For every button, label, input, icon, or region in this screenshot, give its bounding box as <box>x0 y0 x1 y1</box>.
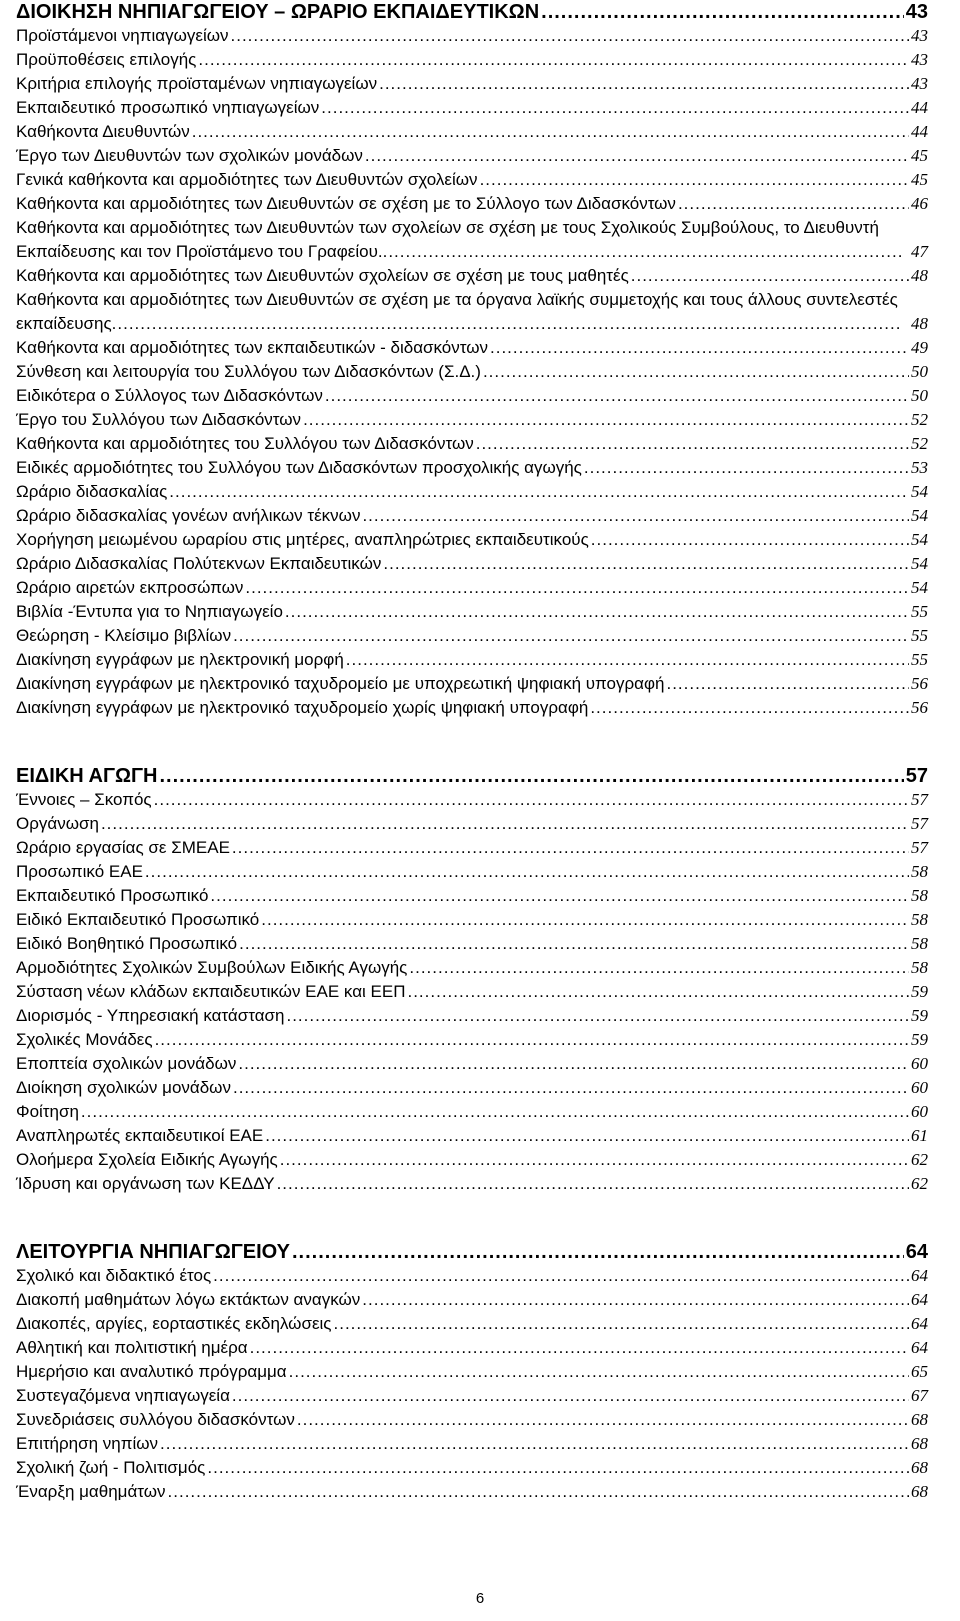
toc-entry-title: Ωράριο διδασκαλίας γονέων ανήλικων τέκνων <box>16 506 361 525</box>
toc-entry-page: 58 <box>911 910 928 929</box>
toc-entry[interactable] <box>16 1360 928 1384</box>
dot-leader <box>346 648 909 672</box>
toc-entry-page: 43 <box>911 74 928 93</box>
dot-leader <box>169 480 909 504</box>
toc-entry[interactable] <box>16 1312 928 1336</box>
toc-entry[interactable] <box>16 672 928 696</box>
toc-entry-title: Ολοήμερα Σχολεία Ειδικής Αγωγής <box>16 1150 278 1169</box>
toc-entry-page: 60 <box>911 1078 928 1097</box>
toc-section <box>16 0 928 720</box>
toc-entry[interactable] <box>16 336 928 360</box>
toc-entry-title: Καθήκοντα και αρμοδιότητες των Διευθυντών σε σχέση με τα όργανα λαϊκής συμμετοχής και τους άλλους συντελεστές εκπαίδευσης <box>16 290 898 333</box>
dot-leader <box>365 144 909 168</box>
dot-leader <box>480 168 909 192</box>
toc-entry[interactable] <box>16 48 928 72</box>
toc-entry-title: Διορισμός - Υπηρεσιακή κατάσταση <box>16 1006 285 1025</box>
section-heading[interactable] <box>16 764 928 788</box>
dot-leader: .......................................................................................................................................... <box>111 314 902 333</box>
toc-entry-title: Εκπαιδευτικό Προσωπικό <box>16 886 209 905</box>
toc-entry-page: 55 <box>911 602 928 621</box>
toc-entry-page: 43 <box>911 50 928 69</box>
toc-entry-page: 67 <box>911 1386 928 1405</box>
toc-entry[interactable] <box>16 1336 928 1360</box>
toc-entry-title: Αθλητική και πολιτιστική ημέρα <box>16 1338 248 1357</box>
toc-entry-title: Προϊστάμενοι νηπιαγωγείων <box>16 26 229 45</box>
toc-entry[interactable] <box>16 96 928 120</box>
toc-entry-title: Συστεγαζόμενα νηπιαγωγεία <box>16 1386 230 1405</box>
toc-entry-page: 54 <box>911 530 928 549</box>
dot-leader <box>239 932 909 956</box>
toc-entry-title: Έργο των Διευθυντών των σχολικών μονάδων <box>16 146 363 165</box>
toc-entry-page: 68 <box>911 1482 928 1501</box>
dot-leader <box>160 1432 909 1456</box>
section-gap <box>16 720 928 764</box>
dot-leader <box>362 1288 909 1312</box>
toc-entry[interactable] <box>16 980 928 1004</box>
toc-entry-page: 50 <box>911 386 928 405</box>
dot-leader <box>145 860 909 884</box>
toc-entry-title: Βιβλία -Έντυπα για το Νηπιαγωγείο <box>16 602 283 621</box>
dot-leader <box>590 696 909 720</box>
toc-entry[interactable] <box>16 1480 928 1504</box>
toc-entry[interactable] <box>16 168 928 192</box>
section-page-number: 43 <box>905 1 928 23</box>
toc-entry-page: 64 <box>911 1338 928 1357</box>
toc-entry-page: 57 <box>911 790 928 809</box>
toc-entry-page: 68 <box>911 1434 928 1453</box>
toc-entry-page: 58 <box>911 886 928 905</box>
section-page-number: 57 <box>905 765 928 787</box>
toc-entry-title: Συνεδριάσεις συλλόγου διδασκόντων <box>16 1410 295 1429</box>
dot-leader <box>233 1076 909 1100</box>
dot-leader <box>490 336 909 360</box>
toc-entry[interactable] <box>16 432 928 456</box>
toc-entry[interactable] <box>16 932 928 956</box>
dot-leader <box>666 672 909 696</box>
toc-entry-title: Καθήκοντα και αρμοδιότητες του Συλλόγου των Διδασκόντων <box>16 434 474 453</box>
toc-entry-title: Καθήκοντα και αρμοδιότητες των εκπαιδευτικών - διδασκόντων <box>16 338 489 357</box>
toc-entry-title: Καθήκοντα και αρμοδιότητες των Διευθυντών σχολείων σε σχέση με τους μαθητές <box>16 266 629 285</box>
toc-entry[interactable] <box>16 1004 928 1028</box>
toc-entry[interactable] <box>16 956 928 980</box>
toc-entry-page: 47 <box>911 242 928 261</box>
toc-entry-page: 56 <box>911 674 928 693</box>
toc-entry-title: Σχολικό και διδακτικό έτος <box>16 1266 212 1285</box>
toc-entry-title: Οργάνωση <box>16 814 99 833</box>
toc-entry-page: 59 <box>911 1030 928 1049</box>
toc-entry-title: Εποπτεία σχολικών μονάδων <box>16 1054 237 1073</box>
toc-entry-title: Ειδικό Βοηθητικό Προσωπικό <box>16 934 238 953</box>
toc-entry[interactable] <box>16 480 928 504</box>
toc-entry[interactable] <box>16 360 928 384</box>
toc-entry[interactable] <box>16 1100 928 1124</box>
toc-entry-page: 52 <box>911 410 928 429</box>
section-heading-title: ΔΙΟΙΚΗΣΗ ΝΗΠΙΑΓΩΓΕΙΟΥ – ΩΡΑΡΙΟ ΕΚΠΑΙΔΕΥΤΙΚΩΝ <box>16 1 540 23</box>
toc-entry-title: Διοίκηση σχολικών μονάδων <box>16 1078 231 1097</box>
toc-entry[interactable] <box>16 1052 928 1076</box>
dot-leader <box>277 1172 909 1196</box>
toc-entry[interactable] <box>16 788 928 812</box>
dot-leader <box>321 96 909 120</box>
dot-leader <box>325 384 909 408</box>
toc-entry-title: Ωράριο αιρετών εκπροσώπων <box>16 578 244 597</box>
toc-entry-page: 55 <box>911 650 928 669</box>
dot-leader <box>265 1124 909 1148</box>
toc-entry-page: 61 <box>911 1126 928 1145</box>
toc-entry-page: 43 <box>911 26 928 45</box>
toc-entry[interactable] <box>16 812 928 836</box>
toc-entry-page: 62 <box>911 1174 928 1193</box>
dot-leader <box>168 1480 909 1504</box>
section-heading-title: ΕΙΔΙΚΗ ΑΓΩΓΗ <box>16 765 158 787</box>
toc-entry[interactable] <box>16 1076 928 1100</box>
toc-entry-page: 65 <box>911 1362 928 1381</box>
toc-entry-title: Επιτήρηση νηπίων <box>16 1434 159 1453</box>
toc-entry-page: 45 <box>911 170 928 189</box>
dot-leader <box>160 764 904 788</box>
toc-entry[interactable] <box>16 1172 928 1196</box>
toc-entry-page: 60 <box>911 1102 928 1121</box>
toc-entry-page: 58 <box>911 862 928 881</box>
toc-entry-title: Καθήκοντα και αρμοδιότητες των Διευθυντών των σχολείων σε σχέση με τους Σχολικούς Συμβούλους, το Διευθυντή Εκπαίδευσης και τον Προϊστάμενο του Γραφείου. <box>16 218 879 261</box>
toc-entry[interactable] <box>16 600 928 624</box>
dot-leader <box>210 884 909 908</box>
toc-entry-page: 58 <box>911 958 928 977</box>
toc-entry-page: 45 <box>911 146 928 165</box>
toc-entry[interactable] <box>16 884 928 908</box>
section-page-number: 64 <box>905 1241 928 1263</box>
toc-entry-title: Σύσταση νέων κλάδων εκπαιδευτικών ΕΑΕ και ΕΕΠ <box>16 982 406 1001</box>
dot-leader <box>238 1052 909 1076</box>
toc-section <box>16 1240 928 1504</box>
toc-entry-page: 62 <box>911 1150 928 1169</box>
toc-entry[interactable] <box>16 696 928 720</box>
dot-leader <box>207 1456 909 1480</box>
toc-entry-title: Ωράριο διδασκαλίας <box>16 482 168 501</box>
dot-leader <box>245 576 909 600</box>
dot-leader <box>261 908 909 932</box>
dot-leader <box>379 72 909 96</box>
toc-entry[interactable] <box>16 408 928 432</box>
toc-entry[interactable] <box>16 908 928 932</box>
toc-entry-title: Καθήκοντα Διευθυντών <box>16 122 190 141</box>
toc-entry[interactable] <box>16 24 928 48</box>
dot-leader <box>232 836 909 860</box>
toc-entry-page: 50 <box>911 362 928 381</box>
toc-entry-title: Φοίτηση <box>16 1102 79 1121</box>
toc-entry-title: Αναπληρωτές εκπαιδευτικοί ΕΑΕ <box>16 1126 264 1145</box>
toc-entry-page: 68 <box>911 1410 928 1429</box>
dot-leader <box>232 1384 909 1408</box>
toc-entry[interactable] <box>16 384 928 408</box>
toc-entry-title: Σχολική ζωή - Πολιτισμός <box>16 1458 206 1477</box>
toc-entry-page: 57 <box>911 814 928 833</box>
toc-entry[interactable] <box>16 552 928 576</box>
toc-entry-title: Διακοπή μαθημάτων λόγω εκτάκτων αναγκών <box>16 1290 361 1309</box>
toc-entry[interactable] <box>16 1148 928 1172</box>
toc-entry-title: Διακοπές, αργίες, εορταστικές εκδηλώσεις <box>16 1314 332 1333</box>
toc-entry-page: 54 <box>911 506 928 525</box>
toc-entry-title: Γενικά καθήκοντα και αρμοδιότητες των Διευθυντών σχολείων <box>16 170 478 189</box>
toc-entry-title: Αρμοδιότητες Σχολικών Συμβούλων Ειδικής Αγωγής <box>16 958 408 977</box>
toc-entry[interactable] <box>16 1124 928 1148</box>
dot-leader <box>285 600 909 624</box>
toc-entry[interactable] <box>16 1288 928 1312</box>
toc-entry-page: 44 <box>911 98 928 117</box>
toc-entry-title: Ειδικές αρμοδιότητες του Συλλόγου των Διδασκόντων προσχολικής αγωγής <box>16 458 582 477</box>
dot-leader <box>678 192 909 216</box>
toc-entry-title: Ειδικό Εκπαιδευτικό Προσωπικό <box>16 910 260 929</box>
dot-leader <box>334 1312 910 1336</box>
toc-entry-page: 44 <box>911 122 928 141</box>
dot-leader <box>303 408 909 432</box>
toc-entry[interactable] <box>16 1384 928 1408</box>
toc-entry-page: 57 <box>911 838 928 857</box>
dot-leader <box>155 1028 909 1052</box>
table-of-contents <box>16 0 928 1504</box>
dot-leader: ........................................................................................... <box>382 242 904 261</box>
dot-leader <box>483 360 909 384</box>
toc-entry-title: Διακίνηση εγγράφων με ηλεκτρονικό ταχυδρομείο χωρίς ψηφιακή υπογραφή <box>16 698 589 717</box>
toc-entry-page: 60 <box>911 1054 928 1073</box>
toc-entry-page: 59 <box>911 982 928 1001</box>
toc-entry-title: Κριτήρια επιλογής προϊσταμένων νηπιαγωγείων <box>16 74 378 93</box>
toc-entry-title: Σύνθεση και λειτουργία του Συλλόγου των Διδασκόντων (Σ.Δ.) <box>16 362 481 381</box>
toc-entry[interactable] <box>16 1456 928 1480</box>
dot-leader <box>297 1408 909 1432</box>
toc-entry-page: 68 <box>911 1458 928 1477</box>
toc-entry-page: 53 <box>911 458 928 477</box>
toc-entry-page: 52 <box>911 434 928 453</box>
toc-entry-page: 59 <box>911 1006 928 1025</box>
toc-entry-page: 55 <box>911 626 928 645</box>
toc-entry[interactable] <box>16 456 928 480</box>
dot-leader <box>154 788 909 812</box>
toc-entry-title: Ημερήσιο και αναλυτικό πρόγραμμα <box>16 1362 287 1381</box>
dot-leader <box>231 24 910 48</box>
toc-entry-title: Διακίνηση εγγράφων με ηλεκτρονική μορφή <box>16 650 344 669</box>
toc-entry-title: Ίδρυση και οργάνωση των ΚΕΔΔΥ <box>16 1174 275 1193</box>
toc-entry-page: 58 <box>911 934 928 953</box>
toc-entry-page: 48 <box>911 266 928 285</box>
toc-entry-title: Καθήκοντα και αρμοδιότητες των Διευθυντών σε σχέση με το Σύλλογο των Διδασκόντων <box>16 194 676 213</box>
dot-leader <box>289 1360 909 1384</box>
toc-entry[interactable] <box>16 1028 928 1052</box>
toc-entry[interactable] <box>16 120 928 144</box>
section-heading-title: ΛΕΙΤΟΥΡΓΙΑ ΝΗΠΙΑΓΩΓΕΙΟΥ <box>16 1241 290 1263</box>
toc-entry-page: 46 <box>911 194 928 213</box>
toc-entry[interactable] <box>16 504 928 528</box>
toc-entry-page: 54 <box>911 578 928 597</box>
toc-entry[interactable] <box>16 1264 928 1288</box>
page-number: 6 <box>475 1590 485 1607</box>
toc-entry-page: 64 <box>911 1290 928 1309</box>
toc-entry[interactable] <box>16 528 928 552</box>
toc-entry-page: 48 <box>911 314 928 333</box>
toc-entry[interactable] <box>16 860 928 884</box>
toc-entry-title: Προσωπικό ΕΑΕ <box>16 862 143 881</box>
toc-entry[interactable] <box>16 192 928 216</box>
section-gap <box>16 1196 928 1240</box>
toc-entry-title: Έργο του Συλλόγου των Διδασκόντων <box>16 410 302 429</box>
toc-entry[interactable] <box>16 624 928 648</box>
dot-leader <box>409 956 909 980</box>
dot-leader <box>81 1100 909 1124</box>
dot-leader <box>280 1148 909 1172</box>
dot-leader <box>362 504 909 528</box>
toc-entry[interactable] <box>16 576 928 600</box>
dot-leader <box>383 552 909 576</box>
dot-leader <box>541 0 904 24</box>
dot-leader <box>407 980 909 1004</box>
dot-leader <box>233 624 909 648</box>
toc-entry[interactable] <box>16 648 928 672</box>
toc-entry[interactable] <box>16 264 928 288</box>
toc-entry-page: 54 <box>911 554 928 573</box>
toc-entry-title: Ωράριο Διδασκαλίας Πολύτεκνων Εκπαιδευτικών <box>16 554 382 573</box>
toc-entry[interactable] <box>16 1408 928 1432</box>
toc-entry-title: Σχολικές Μονάδες <box>16 1030 153 1049</box>
dot-leader <box>476 432 909 456</box>
toc-entry-page: 56 <box>911 698 928 717</box>
toc-entry[interactable] <box>16 72 928 96</box>
toc-entry-title: Εκπαιδευτικό προσωπικό νηπιαγωγείων <box>16 98 320 117</box>
section-heading[interactable] <box>16 1240 928 1264</box>
toc-entry[interactable] <box>16 836 928 860</box>
dot-leader <box>198 48 909 72</box>
dot-leader <box>101 812 909 836</box>
toc-entry[interactable] <box>16 288 928 336</box>
toc-entry-title: Θεώρηση - Κλείσιμο βιβλίων <box>16 626 232 645</box>
toc-entry-page: 54 <box>911 482 928 501</box>
dot-leader <box>213 1264 909 1288</box>
toc-entry-title: Χορήγηση μειωμένου ωραρίου στις μητέρες, αναπληρώτριες εκπαιδευτικούς <box>16 530 589 549</box>
section-heading[interactable] <box>16 0 928 24</box>
toc-entry[interactable] <box>16 144 928 168</box>
toc-section <box>16 764 928 1196</box>
toc-entry-title: Προϋποθέσεις επιλογής <box>16 50 197 69</box>
dot-leader <box>584 456 909 480</box>
toc-entry-title: Διακίνηση εγγράφων με ηλεκτρονικό ταχυδρομείο με υποχρεωτική ψηφιακή υπογραφή <box>16 674 665 693</box>
toc-entry-title: Ειδικότερα ο Σύλλογος των Διδασκόντων <box>16 386 323 405</box>
toc-entry-page: 64 <box>911 1314 928 1333</box>
toc-entry-page: 49 <box>911 338 928 357</box>
toc-entry[interactable] <box>16 1432 928 1456</box>
toc-entry-page: 64 <box>911 1266 928 1285</box>
dot-leader <box>631 264 909 288</box>
dot-leader <box>192 120 909 144</box>
dot-leader <box>292 1240 904 1264</box>
toc-entry-title: Ωράριο εργασίας σε ΣΜΕΑΕ <box>16 838 230 857</box>
dot-leader <box>286 1004 909 1028</box>
dot-leader <box>250 1336 909 1360</box>
dot-leader <box>591 528 909 552</box>
toc-entry-title: Έναρξη μαθημάτων <box>16 1482 166 1501</box>
toc-entry[interactable] <box>16 216 928 264</box>
toc-entry-title: Έννοιες – Σκοπός <box>16 790 152 809</box>
